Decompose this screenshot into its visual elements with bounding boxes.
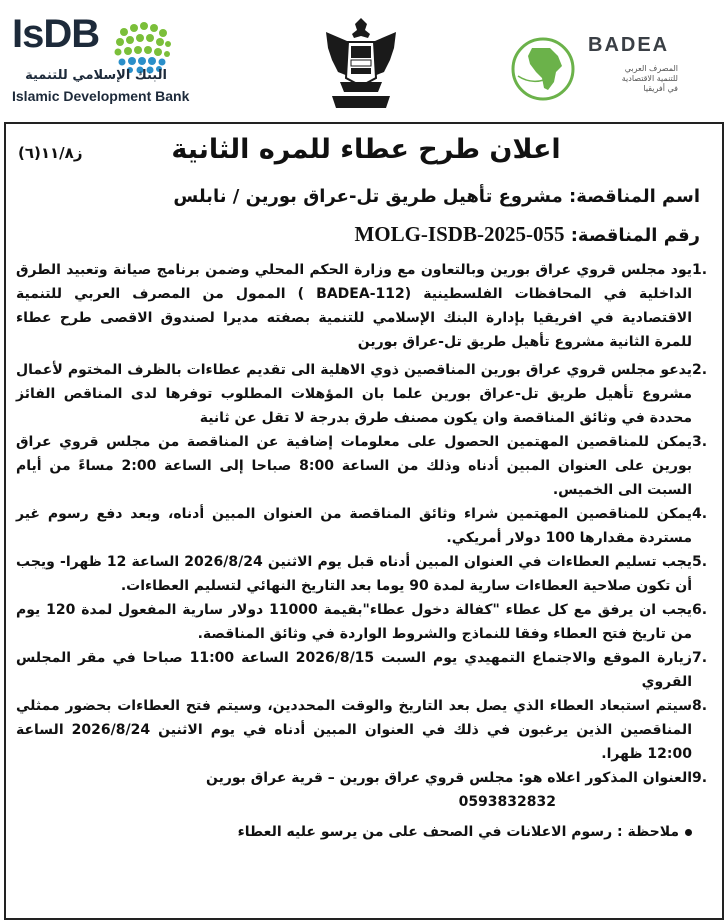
tender-name: اسم المناقصة: مشروع تأهيل طريق تل-عراق بورين / نابلس — [173, 186, 700, 207]
list-item — [16, 258, 716, 354]
badea-arabic-line-2: للتنمية الاقتصادية — [621, 74, 678, 83]
phone-number — [16, 790, 716, 814]
item-number: 5. — [692, 554, 708, 570]
item-text: يمكن للمناقصين المهتمين شراء وثائق المناقصة من العنوان المبين أدناه، وبعد دفع رسوم غير مستردة مقدارها 100 دولار أمريكي. — [16, 506, 692, 546]
bullet-icon — [685, 829, 692, 836]
badea-africa-globe-icon — [510, 36, 576, 102]
item-text: يود مجلس قروي عراق بورين وبالتعاون مع وزارة الحكم المحلي وضمن برنامج صيانة وتعبيد الطرق الداخلية في المحافظات الفلسطينية (BADEA-112 ) الممول من المصرف العربي للتنمية الاقتصادية في افريقيا بإدارة البنك الإسلامي للتنمية بصفته مديرا لصندوق الاقصى طرح عطاء للمرة الثانية مشروع تأهيل طريق تل-عراق بورين — [16, 262, 693, 350]
tender-number-label: رقم المناقصة: — [570, 225, 700, 246]
list-item — [16, 550, 716, 598]
isdb-arabic-name: البنك الإسلامي للتنمية — [25, 68, 167, 83]
list-item — [16, 502, 716, 550]
isdb-globe-icon — [112, 20, 172, 74]
item-number: 9. — [692, 770, 708, 786]
item-number: 6. — [692, 602, 708, 618]
note-text: ملاحظة : رسوم الاعلانات في الصحف على من يرسو عليه العطاء — [237, 824, 679, 840]
isdb-logo — [10, 8, 210, 108]
tender-notice — [4, 122, 724, 920]
item-text: زيارة الموقع والاجتماع التمهيدي يوم السبت 2026/8/15 الساعة 11:00 صباحا في مقر المجلس القروي — [16, 650, 692, 690]
list-item — [16, 694, 716, 766]
list-item — [16, 430, 716, 502]
header — [0, 0, 728, 118]
isdb-english-name: Islamic Development Bank — [12, 88, 190, 104]
notice-title: اعلان طرح عطاء للمره الثانية — [171, 134, 561, 165]
reference-code: ز١١/٨(٦) — [18, 144, 83, 162]
note — [16, 820, 716, 844]
item-number: 3. — [692, 434, 708, 450]
list-item — [16, 646, 716, 694]
item-number: 1. — [692, 262, 708, 278]
item-text: العنوان المذكور اعلاه هو: مجلس قروي عراق بورين – قرية عراق بورين — [205, 770, 692, 786]
tender-number-row — [140, 222, 700, 247]
badea-arabic-line-1: المصرف العربي — [624, 64, 678, 73]
badea-logo — [510, 28, 710, 108]
palestine-eagle-emblem-icon — [318, 14, 404, 112]
badea-arabic-name — [588, 64, 678, 94]
item-text: يجب تسليم العطاءات في العنوان المبين أدناه قبل يوم الاثنين 2026/8/24 الساعة 12 ظهرا- ويجب أن تكون صلاحية العطاءات سارية لمدة 90 يوما بعد التاريخ النهائي لتسليم العطاءات. — [16, 554, 692, 594]
item-number: 2. — [692, 362, 708, 378]
isdb-logo-word: IsDB — [12, 12, 100, 56]
list-item — [16, 358, 716, 430]
item-text: سيتم استبعاد العطاء الذي يصل بعد التاريخ والوقت المحددين، وسيتم فتح العطاءات بحضور ممثلي المناقصين الذين يرغبون في ذلك في العنوان المبين أدناه في يوم الاثنين 2026/8/24 الساعة 12:00 ظهرا. — [16, 698, 692, 762]
badea-logo-word: BADEA — [588, 34, 670, 56]
conditions-list — [16, 258, 716, 844]
item-text: يجب ان يرفق مع كل عطاء "كفالة دخول عطاء"بقيمة 11000 دولار سارية المفعول لمدة 120 يوم من تاريخ فتح العطاء وفقا للنماذج والشروط الواردة في وثائق المناقصة. — [16, 602, 692, 642]
item-text: يمكن للمناقصين المهتمين الحصول على معلومات إضافية عن المناقصة من مجلس قروي عراق بورين على العنوان المبين أدناه وذلك من الساعة 8:00 صباحا إلى الساعة 2:00 مساءً من أيام السبت الى الخميس. — [16, 434, 693, 498]
list-item — [16, 598, 716, 646]
badea-arabic-line-3: في أفريقيا — [643, 84, 678, 93]
tender-number: MOLG-ISDB-2025-055 — [354, 222, 565, 246]
item-text: يدعو مجلس قروي عراق بورين المناقصين ذوي الاهلية الى تقديم عطاءات بالظرف المختوم لأعمال مشروع تأهيل طريق تل-عراق بورين علما بان المؤهلات المطلوب توفرها لدى المناقص الفائز محددة في وثائق المناقصة وان يكون مصنف طرق بدرجة لا تقل عن ثانية — [16, 362, 692, 426]
item-number: 7. — [692, 650, 708, 666]
phone-value: 0593832832 — [458, 794, 556, 810]
item-number: 8. — [692, 698, 708, 714]
item-number: 4. — [692, 506, 708, 522]
list-item — [16, 766, 716, 790]
